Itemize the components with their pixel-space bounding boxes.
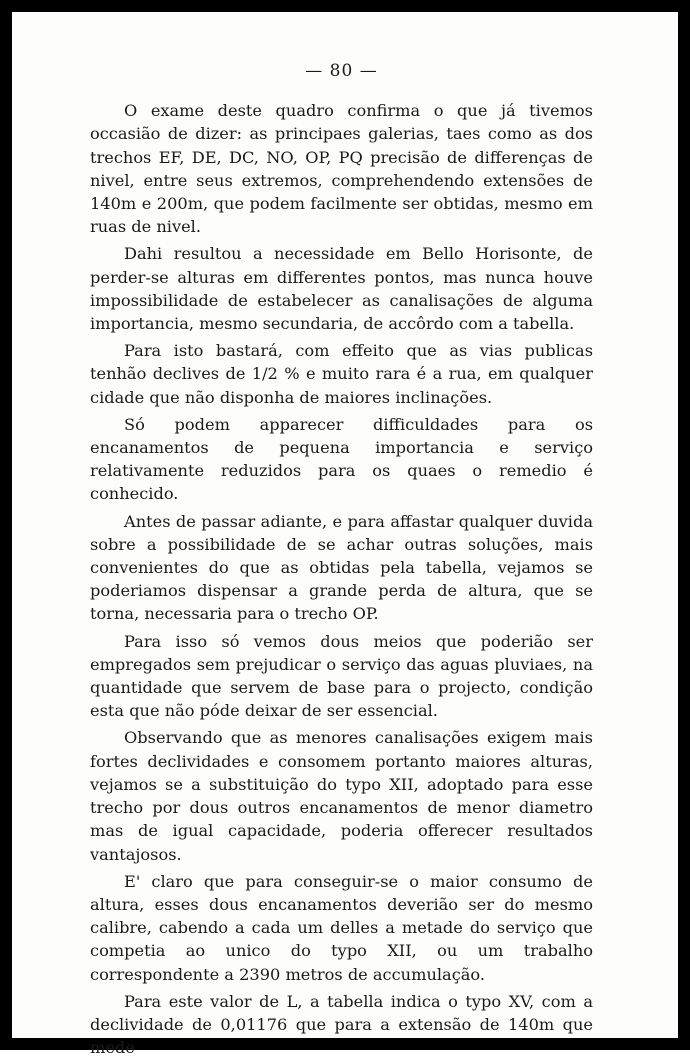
paragraph-4: Só podem apparecer difficuldades para os encanamentos de pequena importancia e serviço relativamente reduzidos para os quaes o remedio é conhecido. bbox=[90, 414, 593, 504]
paragraph-5: Antes de passar adiante, e para affastar qualquer duvida sobre a possibilidade de se achar outras soluções, mais convenientes do que as obtidas pela tabella, vejamos se poderiamos dispensar a grande perda de altura, que se torna, necessaria para o trecho OP. bbox=[90, 511, 593, 624]
paragraph-6: Para isso só vemos dous meios que poderião ser empregados sem prejudicar o serviço das aguas pluviaes, na quantidade que servem de base para o projecto, condição esta que não póde deixar de ser essencial. bbox=[90, 631, 593, 721]
paragraph-3: Para isto bastará, com effeito que as vias publicas tenhão declives de 1/2 % e muito rara é a rua, em qualquer cidade que não disponha de maiores inclinações. bbox=[90, 341, 593, 407]
document-page bbox=[90, 60, 593, 1063]
paragraph-2: Dahi resultou a necessidade em Bello Horisonte, de perder-se alturas em differentes pontos, mas nunca houve impossibilidade de estabelecer as canalisações de alguma importancia, mesmo secundaria, de accôrdo com a tabella. bbox=[90, 244, 593, 334]
paragraph-1: O exame deste quadro confirma o que já tivemos occasião de dizer: as principaes galerias, taes como as dos trechos EF, DE, DC, NO, OP, PQ precisão de differenças de nivel, entre seus extremos, comprehendendo extensões de 140m e 200m, que podem facilmente ser obtidas, mesmo em ruas de nivel. bbox=[90, 101, 593, 237]
paragraph-8: E' claro que para conseguir-se o maior consumo de altura, esses dous encanamentos deverião ser do mesmo calibre, cabendo a cada um delles a metade do serviço que competia ao unico do typo XII, ou um trabalho correspondente a 2390 metros de accumulação. bbox=[90, 871, 593, 984]
paragraph-7: Observando que as menores canalisações exigem mais fortes declividades e consomem portanto maiores alturas, vejamos se a substituição do typo XII, adoptado para esse trecho por dous outros encanamentos de menor diametro mas de igual capacidade, poderia offerecer resultados vantajosos. bbox=[90, 728, 593, 864]
paragraph-9: Para este valor de L, a tabella indica o typo XV, com a declividade de 0,01176 que para a extensão de 140m que mede bbox=[90, 991, 593, 1058]
page-number: — 80 — bbox=[305, 61, 378, 81]
